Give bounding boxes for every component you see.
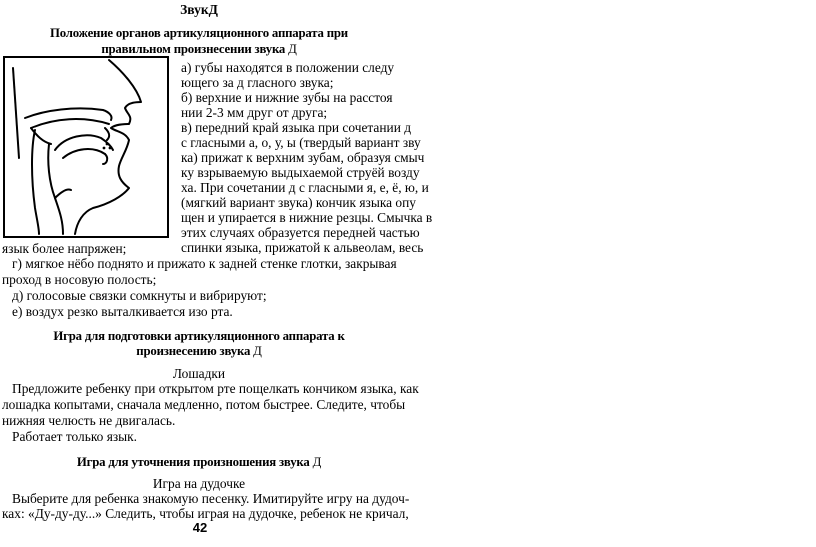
text-line: лошадка копытами, сначала медленно, потом быстрее. Следите, чтобы: [2, 397, 406, 412]
text-line: ка) прижат к верхним зубам, образуя смыч: [181, 150, 425, 165]
articulation-profile-diagram: [3, 56, 169, 238]
section2-heading-line2: произнесению звука Д: [136, 344, 262, 358]
text-line: нижняя челюсть не двигалась.: [2, 413, 176, 428]
text-line: ющего за д гласного звука;: [181, 75, 334, 90]
section1-heading-line2: правильном произнесении звука Д: [101, 42, 297, 56]
text-line: этих случаях образуется передней частью: [181, 225, 420, 240]
text-line: Работает только язык.: [2, 429, 138, 444]
text-line: нии 2-3 мм друг от друга;: [181, 105, 328, 120]
text-line: ку взрываемую выдыхаемой струёй возду: [181, 165, 420, 180]
text-line: б) верхние и нижние зубы на расстоя: [181, 90, 393, 105]
page-number: 42: [192, 520, 208, 535]
text-line: ха. При сочетании д с гласными я, е, ё, ю, и: [181, 180, 429, 195]
text-line: г) мягкое нёбо поднято и прижато к задней стенке глотки, закрывая: [2, 256, 397, 271]
section1-heading-line1: Положение органов артикуляционного аппарата при: [50, 26, 348, 40]
text-line: язык более напряжен;: [2, 241, 127, 256]
text-line: проход в носовую полость;: [2, 272, 157, 287]
text-line: щен и упирается в нижние резцы. Смычка в: [181, 210, 433, 225]
text-line: д) голосовые связки сомкнуты и вибрируют;: [2, 288, 267, 303]
text-line: а) губы находятся в положении следу: [181, 60, 395, 75]
text-line: (мягкий вариант звука) кончик языка опу: [181, 195, 416, 210]
text-line: ках: «Ду-ду-ду...» Следить, чтобы играя на дудочке, ребенок не кричал,: [2, 506, 409, 521]
text-line: в) передний край языка при сочетании д: [181, 120, 412, 135]
page-title: ЗвукД: [180, 2, 218, 17]
text-line: Выберите для ребенка знакомую песенку. Имитируйте игру на дудоч-: [2, 491, 410, 506]
text-line: е) воздух резко выталкивается изо рта.: [2, 304, 233, 319]
text-line: спинки языка, прижатой к альвеолам, весь: [181, 240, 424, 255]
game-title-pipe: Игра на дудочке: [152, 476, 246, 491]
text-line: Предложите ребенку при открытом рте пощелкать кончиком языка, как: [2, 381, 419, 396]
section3-heading: Игра для уточнения произношения звука Д: [76, 455, 322, 469]
game-title-horses: Лошадки: [172, 366, 226, 381]
text-line: с гласными а, о, у, ы (твердый вариант зву: [181, 135, 421, 150]
section2-heading-line1: Игра для подготовки артикуляционного аппарата к: [53, 329, 345, 343]
